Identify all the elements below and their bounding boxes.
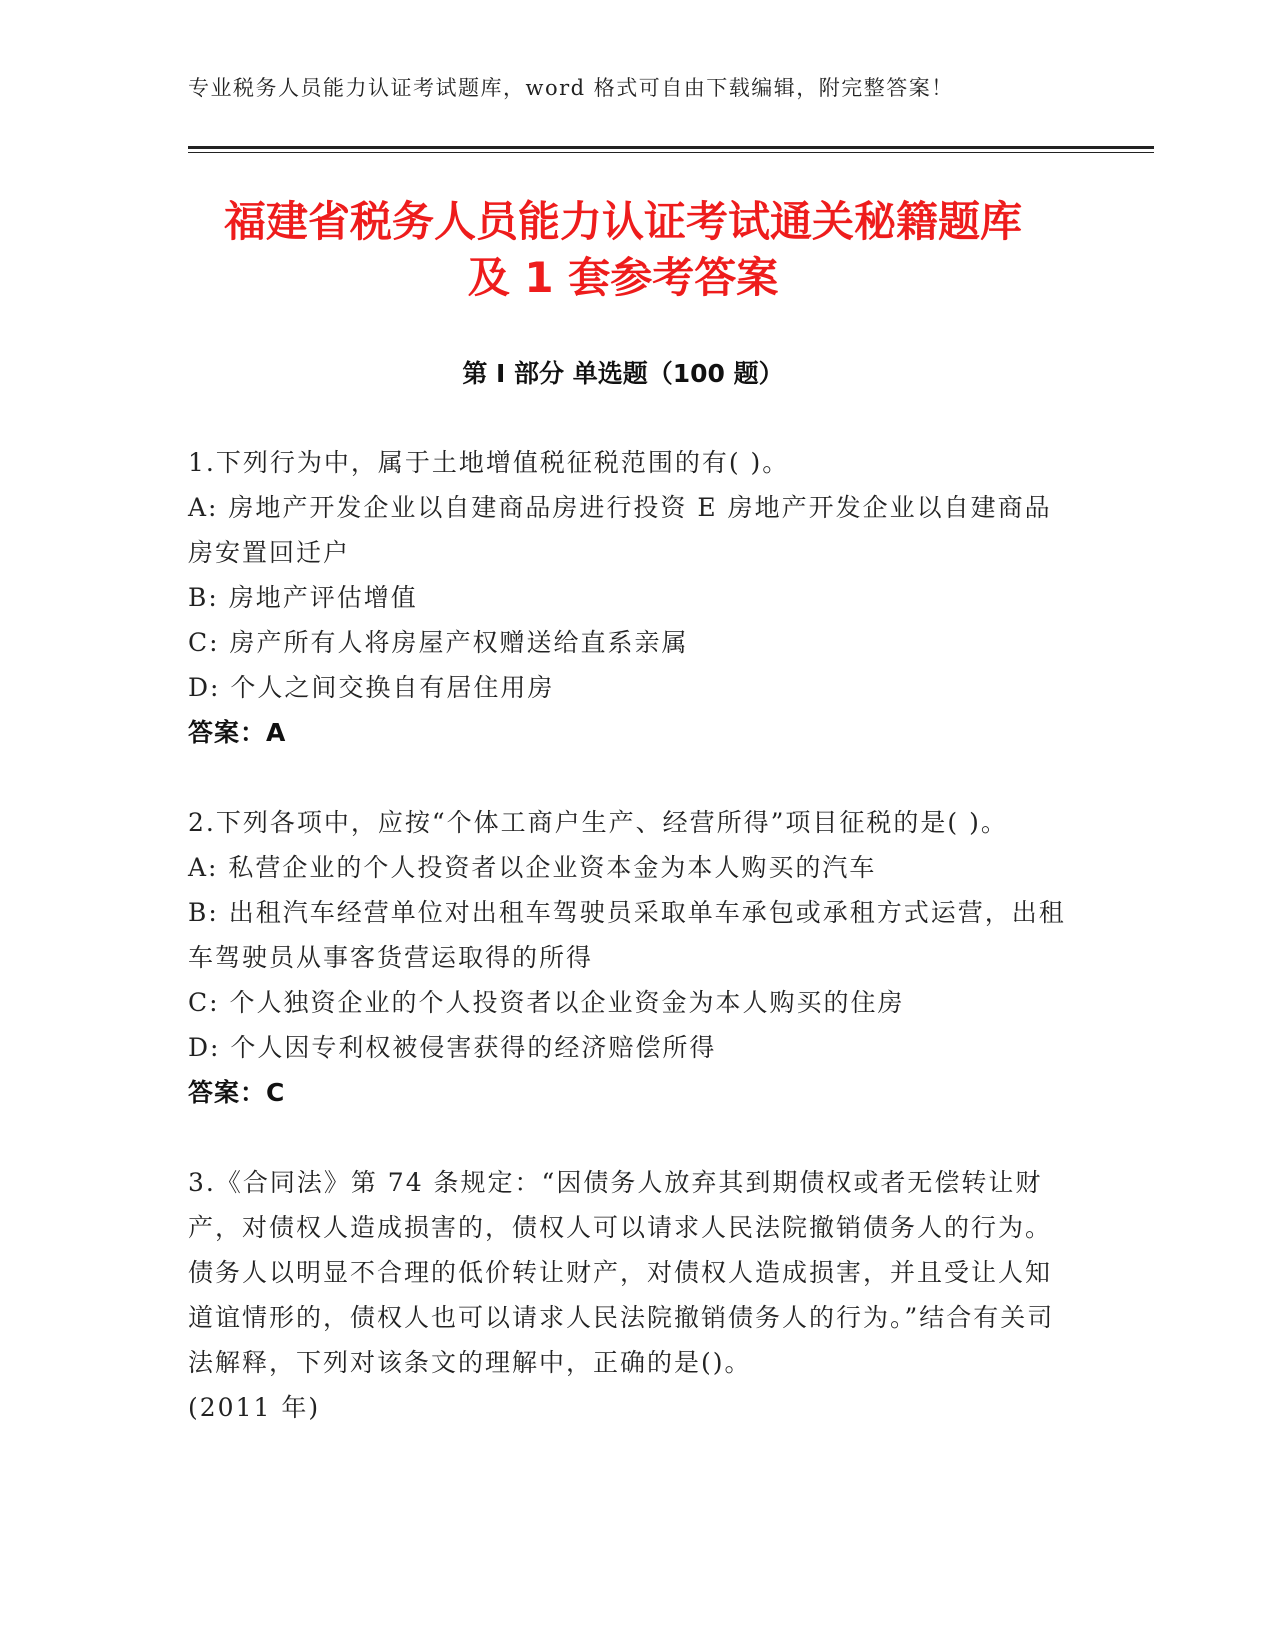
question-3	[188, 1160, 1068, 1430]
option-c: C: 个人独资企业的个人投资者以企业资金为本人购买的住房	[188, 988, 905, 1017]
option-a: A: 房地产开发企业以自建商品房进行投资 E 房地产开发企业以自建商品房安置回迁户	[188, 493, 1052, 567]
answer: 答案：C	[188, 1078, 286, 1107]
question-1	[188, 440, 1068, 755]
question-stem: 1.下列行为中，属于土地增值税征税范围的有( )。	[188, 448, 790, 477]
question-stem: 2.下列各项中，应按“个体工商户生产、经营所得”项目征税的是( )。	[188, 808, 1008, 837]
header-rule-thin	[188, 152, 1154, 153]
answer: 答案：A	[188, 718, 287, 747]
question-year-note: (2011 年)	[188, 1393, 321, 1422]
option-c: C: 房产所有人将房屋产权赠送给直系亲属	[188, 628, 689, 657]
question-2	[188, 800, 1068, 1115]
section-heading: 第 I 部分 单选题（100 题）	[462, 359, 784, 388]
document-title	[188, 194, 1058, 306]
title-line-2: 及 1 套参考答案	[467, 253, 779, 302]
option-b: B: 房地产评估增值	[188, 583, 418, 612]
option-d: D: 个人之间交换自有居住用房	[188, 673, 555, 702]
option-b: B: 出租汽车经营单位对出租车驾驶员采取单车承包或承租方式运营，出租车驾驶员从事客货营运取得的所得	[188, 898, 1066, 972]
question-list	[188, 440, 1068, 1475]
option-a: A: 私营企业的个人投资者以企业资本金为本人购买的汽车	[188, 853, 877, 882]
header-rule-thick	[188, 146, 1154, 149]
option-d: D: 个人因专利权被侵害获得的经济赔偿所得	[188, 1033, 717, 1062]
question-stem: 3.《合同法》第 74 条规定：“因债务人放弃其到期债权或者无偿转让财产，对债权人造成损害的，债权人可以请求人民法院撤销债务人的行为。债务人以明显不合理的低价转让财产，对债权人造成损害，并且受让人知道谊情形的，债权人也可以请求人民法院撤销债务人的行为。”结合有关司法解释，下列对该条文的理解中，正确的是()。	[188, 1168, 1055, 1377]
header-note: 专业税务人员能力认证考试题库，word 格式可自由下载编辑，附完整答案！	[188, 76, 954, 100]
title-line-1: 福建省税务人员能力认证考试通关秘籍题库	[223, 197, 1022, 246]
